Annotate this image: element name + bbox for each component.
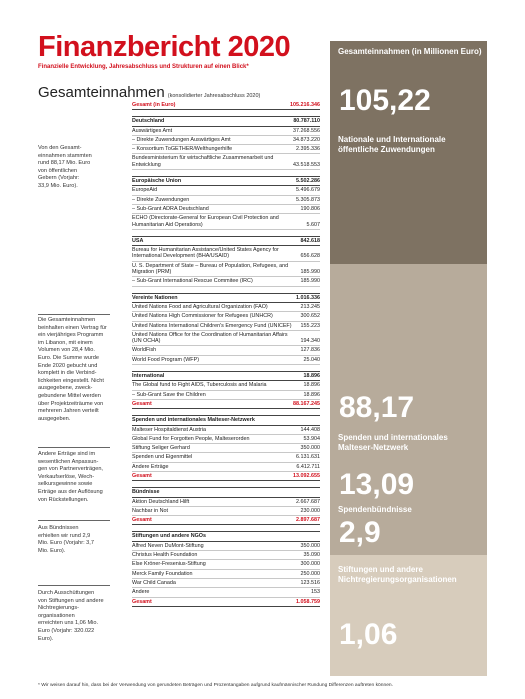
side-note-line: beinhalten einen Vertrag für <box>38 324 107 331</box>
table-row <box>132 154 320 170</box>
section-heading: Gesamteinnahmen <box>38 84 165 101</box>
table-group-header <box>132 293 320 303</box>
side-note-line: rund 88,17 Mio. Euro <box>38 160 91 167</box>
row-label: Bündnisse <box>132 489 160 496</box>
row-label: USA <box>132 237 144 244</box>
table-row <box>132 312 320 321</box>
row-value: 194.340 <box>300 338 320 345</box>
row-value: 842.618 <box>300 237 320 244</box>
side-note-line: erreichten uns 1,06 Mio. <box>38 620 99 627</box>
panel-donations-title: Spenden und internationales Malteser-Netzwerk <box>338 433 448 452</box>
side-note <box>38 525 110 555</box>
row-value: 213.245 <box>300 303 320 310</box>
row-value: 300.652 <box>300 313 320 320</box>
table-row <box>132 136 320 145</box>
row-label: – Direkte Zuwendungen Auswärtiges Amt <box>132 136 231 143</box>
side-note-line: einnahmen stammten <box>38 152 92 159</box>
row-label: U. S. Department of State – Bureau of Population, Refugees, and Migration (PRM) <box>132 262 289 276</box>
side-note <box>38 317 110 423</box>
table-row <box>132 588 320 597</box>
row-value: 127.836 <box>300 347 320 354</box>
row-label: Global Fund for Forgotten People, Malteserorden <box>132 435 250 442</box>
row-value: 37.268.556 <box>293 127 320 134</box>
table-group-header <box>132 531 320 541</box>
row-label: Gesamt <box>132 472 152 479</box>
row-label: Deutschland <box>132 118 165 125</box>
row-label: Stiftung Seliger Gerhard <box>132 445 190 452</box>
side-note-line: Durch Ausschüttungen <box>38 590 95 596</box>
side-note-line: von öffentlichen <box>38 167 78 174</box>
side-note-line: wesentlichen Anpassun- <box>38 458 99 465</box>
table-group-header <box>132 176 320 186</box>
table-rows <box>132 116 320 607</box>
table-row <box>132 391 320 400</box>
grand-total-label: Gesamt (in Euro) <box>132 102 176 108</box>
table-row <box>132 579 320 588</box>
section-note: (konsolidierter Jahresabschluss 2020) <box>167 93 261 99</box>
row-value: 5.502.286 <box>296 178 320 185</box>
panel-donations <box>330 264 487 555</box>
side-note-line: Aus Bündnissen <box>38 525 79 531</box>
row-value: 43.518.553 <box>293 161 320 168</box>
row-value: 2.395.336 <box>296 146 320 153</box>
row-label: Gesamt <box>132 517 152 524</box>
side-note-line: 33,9 Mio. Euro). <box>38 182 78 189</box>
report-title: Finanzbericht 2020 <box>38 31 291 63</box>
row-label: Christus Health Foundation <box>132 552 198 559</box>
row-value: 13.092.655 <box>293 472 320 479</box>
table-row <box>132 453 320 462</box>
row-label: – Sub-Grant International Rescue Commitee (IRC) <box>132 278 253 285</box>
grand-total-value: 105.216.346 <box>290 102 320 108</box>
row-label: Bundesministerium für wirtschaftliche Zusammenarbeit und Entwicklung <box>132 155 274 168</box>
row-label: Alfred Neven DuMont-Stiftung <box>132 542 204 549</box>
side-note-line: von Rückstellungen. <box>38 496 89 503</box>
side-note-line: ausgegeben. <box>38 415 71 422</box>
row-label: – Sub-Grant ADRA Deutschland <box>132 205 209 212</box>
row-label: – Konsortium ToGETHER/Welthungerhilfe <box>132 146 233 153</box>
panel-total-value: 105,22 <box>339 84 431 117</box>
row-label: Spenden und Eigenmittel <box>132 454 193 461</box>
side-note-line: gen von Partnerverträgen, <box>38 466 103 473</box>
table-row <box>132 498 320 507</box>
row-value: 153 <box>311 589 320 596</box>
row-label: United Nations Food and Agricultural Organization (FAO) <box>132 303 268 310</box>
table-row <box>132 303 320 312</box>
row-value: 6.412.711 <box>296 463 320 470</box>
row-value: 18.896 <box>303 373 320 380</box>
row-label: United Nations International Children's Emergency Fund (UNICEF) <box>132 322 292 329</box>
row-label: United Nations Office for the Coordination of Humanitarian Affairs (UN OCHA) <box>132 331 288 345</box>
panel-alliances-title: Spendenbündnisse <box>338 505 412 514</box>
row-value: 2.667.687 <box>296 498 320 505</box>
row-value: 190.806 <box>300 205 320 212</box>
row-value: 350.000 <box>300 542 320 549</box>
row-value: 185.990 <box>300 269 320 276</box>
table-row <box>132 145 320 154</box>
report-header <box>38 32 328 70</box>
table-row <box>132 426 320 435</box>
table-total-row <box>132 400 320 409</box>
table-row <box>132 381 320 390</box>
side-note-line: Volumen von 28,4 Mio. <box>38 347 95 354</box>
side-divider <box>38 447 110 448</box>
table-total-row <box>132 472 320 481</box>
row-value: 185.990 <box>300 278 320 285</box>
side-note <box>38 451 110 504</box>
row-label: War Child Canada <box>132 579 176 586</box>
row-value: 35.090 <box>303 552 320 559</box>
table-group-header <box>132 371 320 381</box>
table-group-header <box>132 487 320 497</box>
side-divider <box>38 314 110 315</box>
side-divider <box>38 520 110 521</box>
row-value: 18.896 <box>303 391 320 398</box>
panel-ngo-title: Stiftungen und andere Nichtregierungsorganisationen <box>338 565 457 584</box>
row-value: 1.016.336 <box>296 294 320 301</box>
side-note-line: Erträge aus der Auflösung <box>38 488 103 495</box>
table-row <box>132 277 320 286</box>
row-value: 18.896 <box>303 382 320 389</box>
row-label: Aktion Deutschland Hilft <box>132 498 190 505</box>
row-label: The Global fund to Fight AIDS, Tuberculosis and Malaria <box>132 382 267 389</box>
row-value: 300.000 <box>300 561 320 568</box>
table-total-row <box>132 598 320 607</box>
table-row <box>132 331 320 347</box>
table-row <box>132 262 320 278</box>
side-note-line: Euro (Vorjahr: 320.022 <box>38 627 95 634</box>
side-note-line: Gebern (Vorjahr: <box>38 175 80 182</box>
side-note-line: Mio. Euro). <box>38 547 66 554</box>
side-note-line: über Projektzeiträume von <box>38 400 104 407</box>
row-value: 34.873.220 <box>293 136 320 143</box>
row-value: 5.496.679 <box>296 187 320 194</box>
row-label: Andere <box>132 589 150 596</box>
side-note-line: Euro. Die Summe wurde <box>38 354 99 361</box>
table-row <box>132 542 320 551</box>
row-label: United Nations High Commissioner for Refugees (UNHCR) <box>132 313 273 320</box>
row-value: 656.628 <box>300 253 320 260</box>
side-note-line: Nichtregierungs- <box>38 605 80 612</box>
side-note-line: gebundene Mittel werden <box>38 392 101 399</box>
side-note-line: organisationen <box>38 612 75 619</box>
side-note-line: Mio. Euro (Vorjahr: 3,7 <box>38 540 94 547</box>
row-label: EuropeAid <box>132 187 158 194</box>
row-value: 123.516 <box>300 579 320 586</box>
table-row <box>132 205 320 214</box>
table-row <box>132 435 320 444</box>
row-value: 6.131.631 <box>296 454 320 461</box>
panel-ngo <box>330 555 487 676</box>
row-label: – Sub-Grant Save the Children <box>132 391 206 398</box>
grand-total-row <box>132 101 320 110</box>
row-value: 88.167.245 <box>293 400 320 407</box>
table-row <box>132 214 320 230</box>
side-note-line: lichkeiten eingestellt. Nicht <box>38 377 104 384</box>
table-group-header <box>132 236 320 246</box>
panel-donations-value: 13,09 <box>339 468 415 501</box>
row-value: 155.223 <box>300 322 320 329</box>
footnote: * Wir weisen darauf hin, dass bei der Verwendung von gerundeten Beträgen und Prozentangaben aufgrund kaufmännischer Rundung Differenzen auftreten können. <box>38 683 393 688</box>
table-row <box>132 444 320 453</box>
panel-total <box>330 41 487 264</box>
panel-ngo-value: 1,06 <box>339 618 398 651</box>
row-value: 230.000 <box>300 507 320 514</box>
side-note-line: Ende 2020 gebucht und <box>38 362 98 369</box>
table-row <box>132 346 320 355</box>
row-value: 80.787.110 <box>293 118 320 125</box>
row-value: 2.897.687 <box>296 517 320 524</box>
panel-public-value: 88,17 <box>339 391 415 424</box>
row-label: Gesamt <box>132 400 152 407</box>
side-note-line: selkursgewinne sowie <box>38 481 93 488</box>
report-subtitle: Finanzielle Entwicklung, Jahresabschluss und Strukturen auf einen Blick* <box>38 64 249 70</box>
section-title <box>38 84 260 101</box>
side-note-line: komplett in die Verbind- <box>38 370 97 377</box>
row-value: 350.000 <box>300 445 320 452</box>
side-note-line: Von den Gesamt- <box>38 145 82 151</box>
row-label: International <box>132 373 165 380</box>
panel-alliances-value: 2,9 <box>339 516 381 549</box>
side-note <box>38 145 110 191</box>
table-total-row <box>132 516 320 525</box>
side-note <box>38 590 110 643</box>
row-value: 25.040 <box>303 356 320 363</box>
table-row <box>132 186 320 195</box>
row-label: WorldFish <box>132 347 157 354</box>
table-group-header <box>132 415 320 425</box>
table-row <box>132 322 320 331</box>
side-note-line: ein vierjähriges Programm <box>38 332 104 339</box>
row-label: Vereinte Nationen <box>132 294 178 301</box>
row-value: 53.904 <box>303 435 320 442</box>
table-row <box>132 356 320 365</box>
side-note-line: Euro). <box>38 635 54 642</box>
side-note-line: ausgegebene, zweck- <box>38 385 93 392</box>
row-label: Nachbar in Not <box>132 507 168 514</box>
row-value: 250.000 <box>300 570 320 577</box>
row-label: Europäische Union <box>132 178 182 185</box>
side-note-line: erhielten wir rund 2,9 <box>38 532 91 539</box>
row-label: Malteser Hospitaldienst Austria <box>132 426 207 433</box>
table-row <box>132 463 320 472</box>
row-value: 5.607 <box>306 221 320 228</box>
side-divider <box>38 585 110 586</box>
table-group-header <box>132 116 320 126</box>
row-label: Stiftungen und andere NGOs <box>132 533 206 540</box>
row-label: Auswärtiges Amt <box>132 127 173 134</box>
table-row <box>132 246 320 262</box>
row-label: ECHO (Directorate-General for European Civil Protection and Humanitarian Aid Operations) <box>132 215 279 228</box>
row-label: – Direkte Zuwendungen <box>132 196 190 203</box>
table-row <box>132 570 320 579</box>
row-value: 144.408 <box>300 426 320 433</box>
panel-public-title: Nationale und Internationale öffentliche Zuwendungen <box>338 135 446 154</box>
income-table <box>132 101 320 607</box>
table-row <box>132 507 320 516</box>
panel-total-title: Gesamteinnahmen (in Millionen Euro) <box>338 47 482 56</box>
row-label: World Food Program (WFP) <box>132 356 199 363</box>
side-note-line: im Libanon, mit einem <box>38 339 93 346</box>
row-label: Andere Erträge <box>132 463 169 470</box>
row-label: Merck Family Foundation <box>132 570 193 577</box>
row-label: Else Kröner-Fresenius-Stiftung <box>132 561 206 568</box>
table-row <box>132 127 320 136</box>
side-note-line: Verkaufserlöse, Wech- <box>38 473 95 480</box>
row-label: Spenden und internationales Malteser-Netzwerk <box>132 417 255 424</box>
side-note-line: mehreren Jahren verteilt <box>38 408 99 415</box>
side-note-line: von Stiftungen und andere <box>38 597 104 604</box>
table-row <box>132 196 320 205</box>
table-row <box>132 560 320 569</box>
row-label: Bureau for Humanitarian Assistance/United States Agency for International Development (BHA/USAID) <box>132 247 279 260</box>
side-note-line: Andere Erträge sind im <box>38 451 96 457</box>
row-value: 5.305.873 <box>296 196 320 203</box>
table-row <box>132 551 320 560</box>
row-label: Gesamt <box>132 598 152 605</box>
row-value: 1.058.759 <box>296 598 320 605</box>
side-note-line: Die Gesamteinnahmen <box>38 317 96 323</box>
